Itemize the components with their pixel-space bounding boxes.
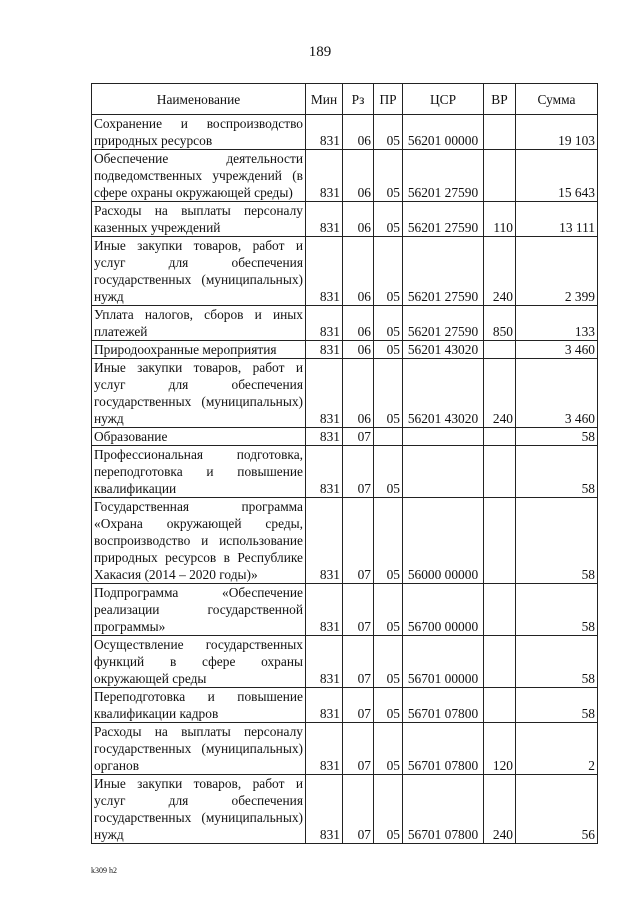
cell-name: Обеспечение деятельности подведомственных учреждений (в сфере охраны окружающей среды): [92, 150, 306, 202]
cell-rz: 07: [343, 498, 374, 584]
cell-csr: [403, 446, 484, 498]
cell-rz: 06: [343, 202, 374, 237]
cell-rz: 07: [343, 584, 374, 636]
cell-name: Подпрограмма «Обеспечение реализации государственной программы»: [92, 584, 306, 636]
cell-sum: 58: [516, 446, 598, 498]
table-row: [92, 636, 598, 688]
cell-min: 831: [306, 498, 343, 584]
cell-min: 831: [306, 202, 343, 237]
cell-sum: 3 460: [516, 341, 598, 359]
cell-csr: 56201 27590: [403, 150, 484, 202]
cell-rz: 07: [343, 688, 374, 723]
cell-min: 831: [306, 306, 343, 341]
cell-csr: 56201 27590: [403, 306, 484, 341]
cell-vr: [484, 446, 516, 498]
budget-table: [91, 83, 598, 844]
cell-name: Переподготовка и повышение квалификации кадров: [92, 688, 306, 723]
cell-sum: 58: [516, 498, 598, 584]
cell-name: Иные закупки товаров, работ и услуг для обеспечения государственных (муниципальных) нужд: [92, 237, 306, 306]
cell-name: Расходы на выплаты персоналу казенных учреждений: [92, 202, 306, 237]
cell-rz: 06: [343, 359, 374, 428]
cell-pr: 05: [374, 498, 403, 584]
cell-csr: 56201 43020: [403, 359, 484, 428]
cell-pr: 05: [374, 341, 403, 359]
cell-rz: 07: [343, 446, 374, 498]
table-row: [92, 115, 598, 150]
cell-min: 831: [306, 584, 343, 636]
cell-sum: 58: [516, 428, 598, 446]
table-row: [92, 688, 598, 723]
table-row: [92, 359, 598, 428]
cell-vr: [484, 428, 516, 446]
cell-min: 831: [306, 446, 343, 498]
cell-csr: 56201 43020: [403, 341, 484, 359]
cell-vr: [484, 498, 516, 584]
cell-vr: [484, 341, 516, 359]
table-header-row: [92, 84, 598, 115]
header-min: Мин: [306, 84, 343, 115]
table-row: [92, 584, 598, 636]
cell-pr: [374, 428, 403, 446]
cell-vr: [484, 115, 516, 150]
cell-sum: 58: [516, 636, 598, 688]
cell-name: Сохранение и воспроизводство природных ресурсов: [92, 115, 306, 150]
cell-name: Иные закупки товаров, работ и услуг для обеспечения государственных (муниципальных) нужд: [92, 359, 306, 428]
cell-rz: 07: [343, 723, 374, 775]
page-number: 189: [308, 44, 332, 60]
cell-name: Уплата налогов, сборов и иных платежей: [92, 306, 306, 341]
cell-sum: 133: [516, 306, 598, 341]
cell-sum: 56: [516, 775, 598, 844]
cell-pr: 05: [374, 202, 403, 237]
cell-vr: [484, 150, 516, 202]
cell-name: Образование: [92, 428, 306, 446]
cell-min: 831: [306, 359, 343, 428]
cell-csr: 56000 00000: [403, 498, 484, 584]
cell-min: 831: [306, 723, 343, 775]
cell-pr: 05: [374, 115, 403, 150]
cell-name: Расходы на выплаты персоналу государственных (муниципальных) органов: [92, 723, 306, 775]
cell-vr: [484, 688, 516, 723]
cell-vr: 240: [484, 237, 516, 306]
cell-vr: 240: [484, 359, 516, 428]
cell-rz: 06: [343, 341, 374, 359]
cell-pr: 05: [374, 359, 403, 428]
cell-csr: 56701 07800: [403, 688, 484, 723]
cell-csr: 56201 27590: [403, 237, 484, 306]
cell-rz: 06: [343, 237, 374, 306]
cell-rz: 06: [343, 150, 374, 202]
cell-pr: 05: [374, 636, 403, 688]
cell-pr: 05: [374, 306, 403, 341]
cell-csr: 56700 00000: [403, 584, 484, 636]
cell-rz: 07: [343, 636, 374, 688]
cell-pr: 05: [374, 584, 403, 636]
cell-sum: 3 460: [516, 359, 598, 428]
cell-sum: 13 111: [516, 202, 598, 237]
table-row: [92, 237, 598, 306]
cell-min: 831: [306, 150, 343, 202]
cell-sum: 19 103: [516, 115, 598, 150]
cell-csr: [403, 428, 484, 446]
cell-pr: 05: [374, 775, 403, 844]
header-rz: Рз: [343, 84, 374, 115]
cell-csr: 56201 00000: [403, 115, 484, 150]
cell-sum: 58: [516, 688, 598, 723]
cell-min: 831: [306, 341, 343, 359]
cell-pr: 05: [374, 150, 403, 202]
cell-rz: 07: [343, 775, 374, 844]
table-row: [92, 306, 598, 341]
cell-vr: 110: [484, 202, 516, 237]
table-row: [92, 498, 598, 584]
cell-min: 831: [306, 775, 343, 844]
cell-csr: 56701 00000: [403, 636, 484, 688]
table-row: [92, 150, 598, 202]
cell-pr: 05: [374, 723, 403, 775]
cell-vr: [484, 584, 516, 636]
cell-pr: 05: [374, 688, 403, 723]
cell-sum: 2: [516, 723, 598, 775]
cell-csr: 56701 07800: [403, 723, 484, 775]
cell-vr: 240: [484, 775, 516, 844]
cell-name: Иные закупки товаров, работ и услуг для обеспечения государственных (муниципальных) нужд: [92, 775, 306, 844]
cell-sum: 15 643: [516, 150, 598, 202]
cell-name: Профессиональная подготовка, переподготовка и повышение квалификации: [92, 446, 306, 498]
cell-min: 831: [306, 428, 343, 446]
cell-csr: 56201 27590: [403, 202, 484, 237]
table-row: [92, 775, 598, 844]
table-row: [92, 428, 598, 446]
cell-name: Осуществление государственных функций в сфере охраны окружающей среды: [92, 636, 306, 688]
cell-min: 831: [306, 115, 343, 150]
header-csr: ЦСР: [403, 84, 484, 115]
cell-rz: 07: [343, 428, 374, 446]
table-row: [92, 723, 598, 775]
cell-vr: [484, 636, 516, 688]
header-name: Наименование: [92, 84, 306, 115]
cell-rz: 06: [343, 115, 374, 150]
table-row: [92, 341, 598, 359]
cell-min: 831: [306, 636, 343, 688]
cell-min: 831: [306, 237, 343, 306]
cell-name: Природоохранные мероприятия: [92, 341, 306, 359]
cell-sum: 58: [516, 584, 598, 636]
cell-vr: 850: [484, 306, 516, 341]
cell-name: Государственная программа «Охрана окружающей среды, воспроизводство и использование природных ресурсов в Республике Хакасия (2014 – 2020 годы)»: [92, 498, 306, 584]
table-row: [92, 202, 598, 237]
cell-csr: 56701 07800: [403, 775, 484, 844]
cell-sum: 2 399: [516, 237, 598, 306]
cell-min: 831: [306, 688, 343, 723]
header-sum: Сумма: [516, 84, 598, 115]
header-pr: ПР: [374, 84, 403, 115]
table-body: [92, 115, 598, 844]
header-vr: ВР: [484, 84, 516, 115]
cell-pr: 05: [374, 446, 403, 498]
table-row: [92, 446, 598, 498]
cell-pr: 05: [374, 237, 403, 306]
footer-code: k309 h2: [91, 866, 117, 875]
cell-rz: 06: [343, 306, 374, 341]
cell-vr: 120: [484, 723, 516, 775]
